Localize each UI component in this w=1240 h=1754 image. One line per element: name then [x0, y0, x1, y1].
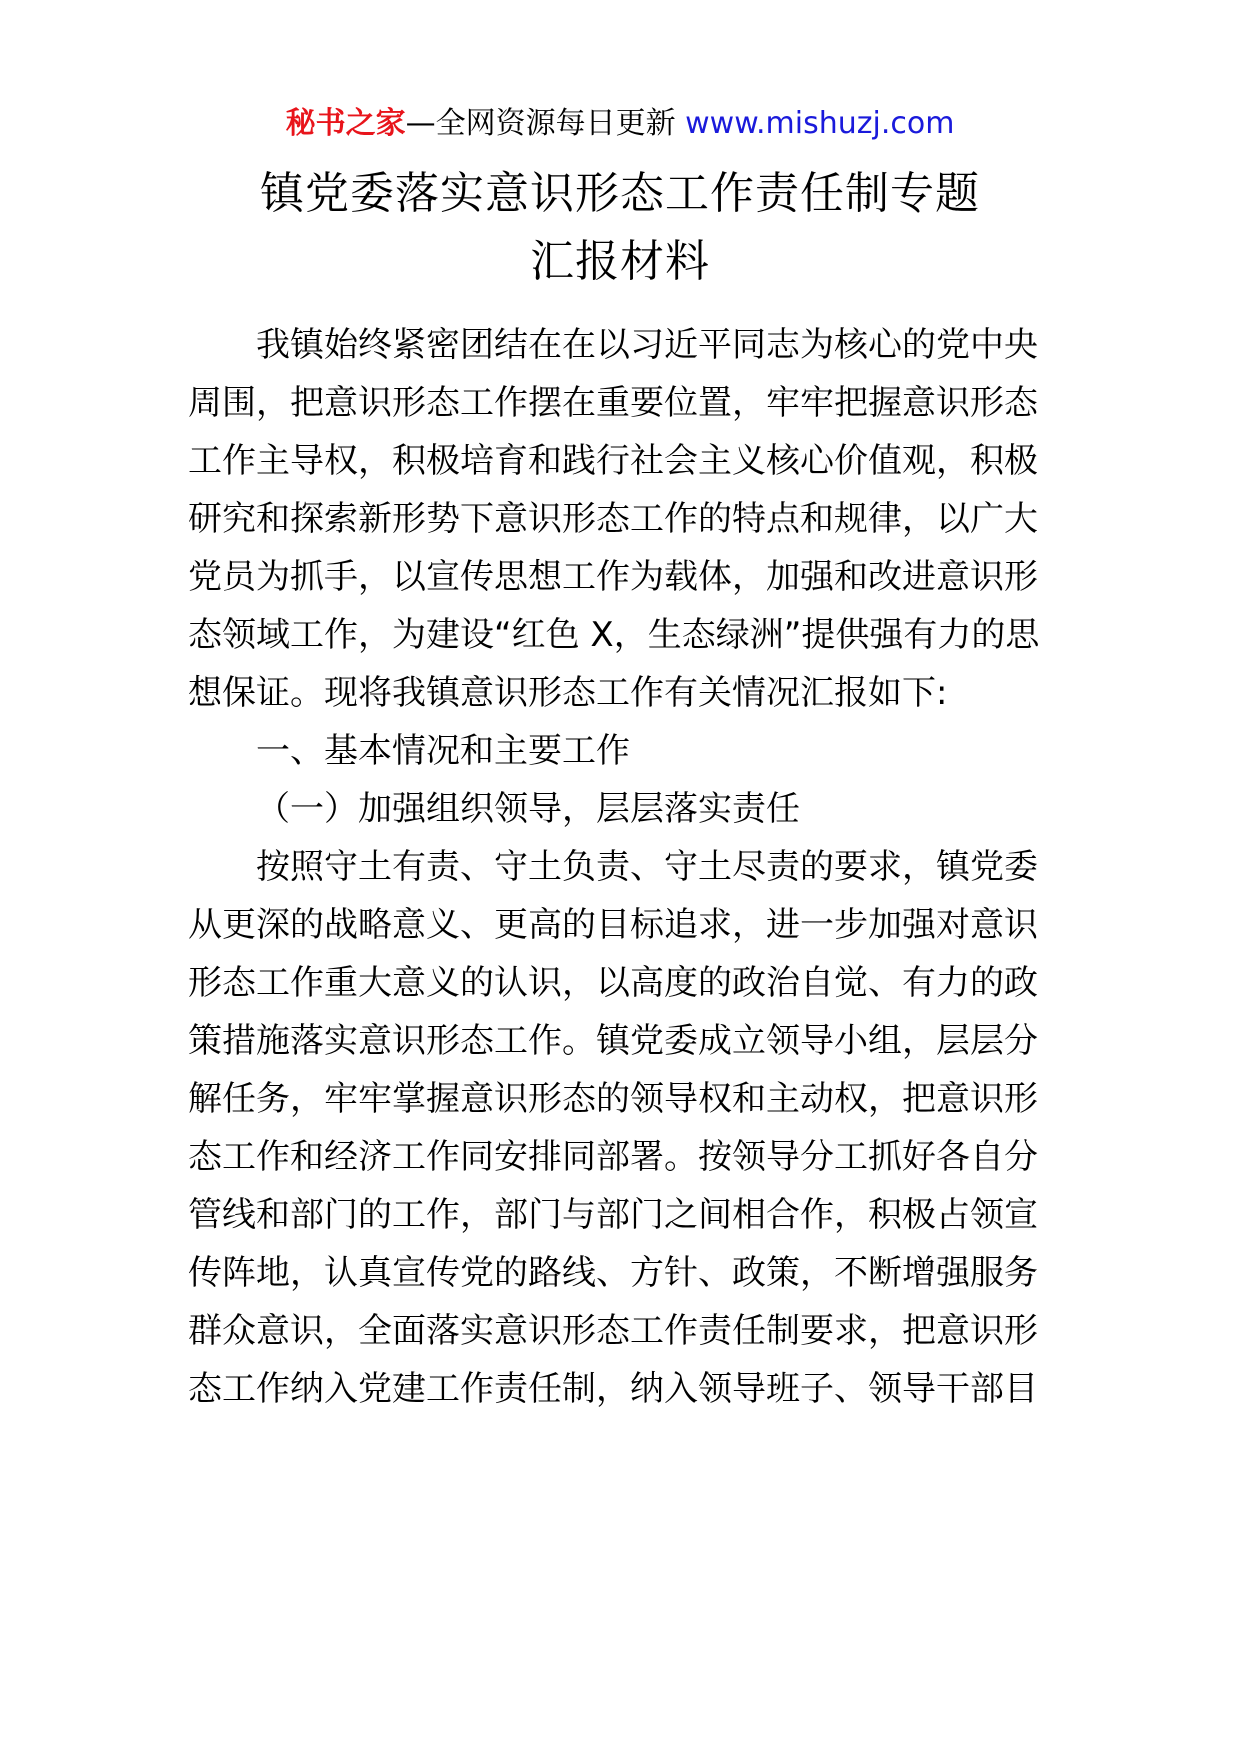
body-line: 想保证。现将我镇意识形态工作有关情况汇报如下:: [188, 673, 948, 713]
document-title-line-1: 镇党委落实意识形态工作责任制专题: [260, 168, 980, 219]
body-line: 态领域工作，为建设“红色 X，生态绿洲”提供强有力的思: [188, 615, 1040, 655]
site-header: [0, 102, 1240, 146]
body-line: 群众意识，全面落实意识形态工作责任制要求，把意识形: [188, 1311, 1038, 1351]
brand-name: 秘书之家: [285, 106, 406, 141]
body-line: 态工作纳入党建工作责任制，纳入领导班子、领导干部目: [188, 1369, 1038, 1409]
site-url-link[interactable]: www.mishuzj.com: [685, 106, 955, 141]
body-line: 传阵地，认真宣传党的路线、方针、政策，不断增强服务: [188, 1253, 1038, 1293]
body-line: 态工作和经济工作同安排同部署。按领导分工抓好各自分: [188, 1137, 1038, 1177]
document-title-line-2: 汇报材料: [530, 236, 710, 287]
body-line: 策措施落实意识形态工作。镇党委成立领导小组，层层分: [188, 1021, 1038, 1061]
section-heading: 一、基本情况和主要工作: [256, 731, 630, 771]
body-line: 从更深的战略意义、更高的目标追求，进一步加强对意识: [188, 905, 1038, 945]
body-line: 解任务，牢牢掌握意识形态的领导权和主动权，把意识形: [188, 1079, 1038, 1119]
subsection-heading: （一）加强组织领导，层层落实责任: [256, 789, 800, 829]
body-line: 工作主导权，积极培育和践行社会主义核心价值观，积极: [188, 441, 1038, 481]
body-line: 管线和部门的工作，部门与部门之间相合作，积极占领宣: [188, 1195, 1038, 1235]
body-line: 周围，把意识形态工作摆在重要位置，牢牢把握意识形态: [188, 383, 1038, 423]
body-line: 党员为抓手，以宣传思想工作为载体，加强和改进意识形: [188, 557, 1038, 597]
header-tagline: —全网资源每日更新: [405, 106, 676, 141]
body-line: 研究和探索新形势下意识形态工作的特点和规律，以广大: [188, 499, 1038, 539]
body-line: 形态工作重大意义的认识，以高度的政治自觉、有力的政: [188, 963, 1038, 1003]
body-line: 我镇始终紧密团结在在以习近平同志为核心的党中央: [256, 325, 1038, 365]
body-line: 按照守土有责、守土负责、守土尽责的要求，镇党委: [256, 847, 1038, 887]
